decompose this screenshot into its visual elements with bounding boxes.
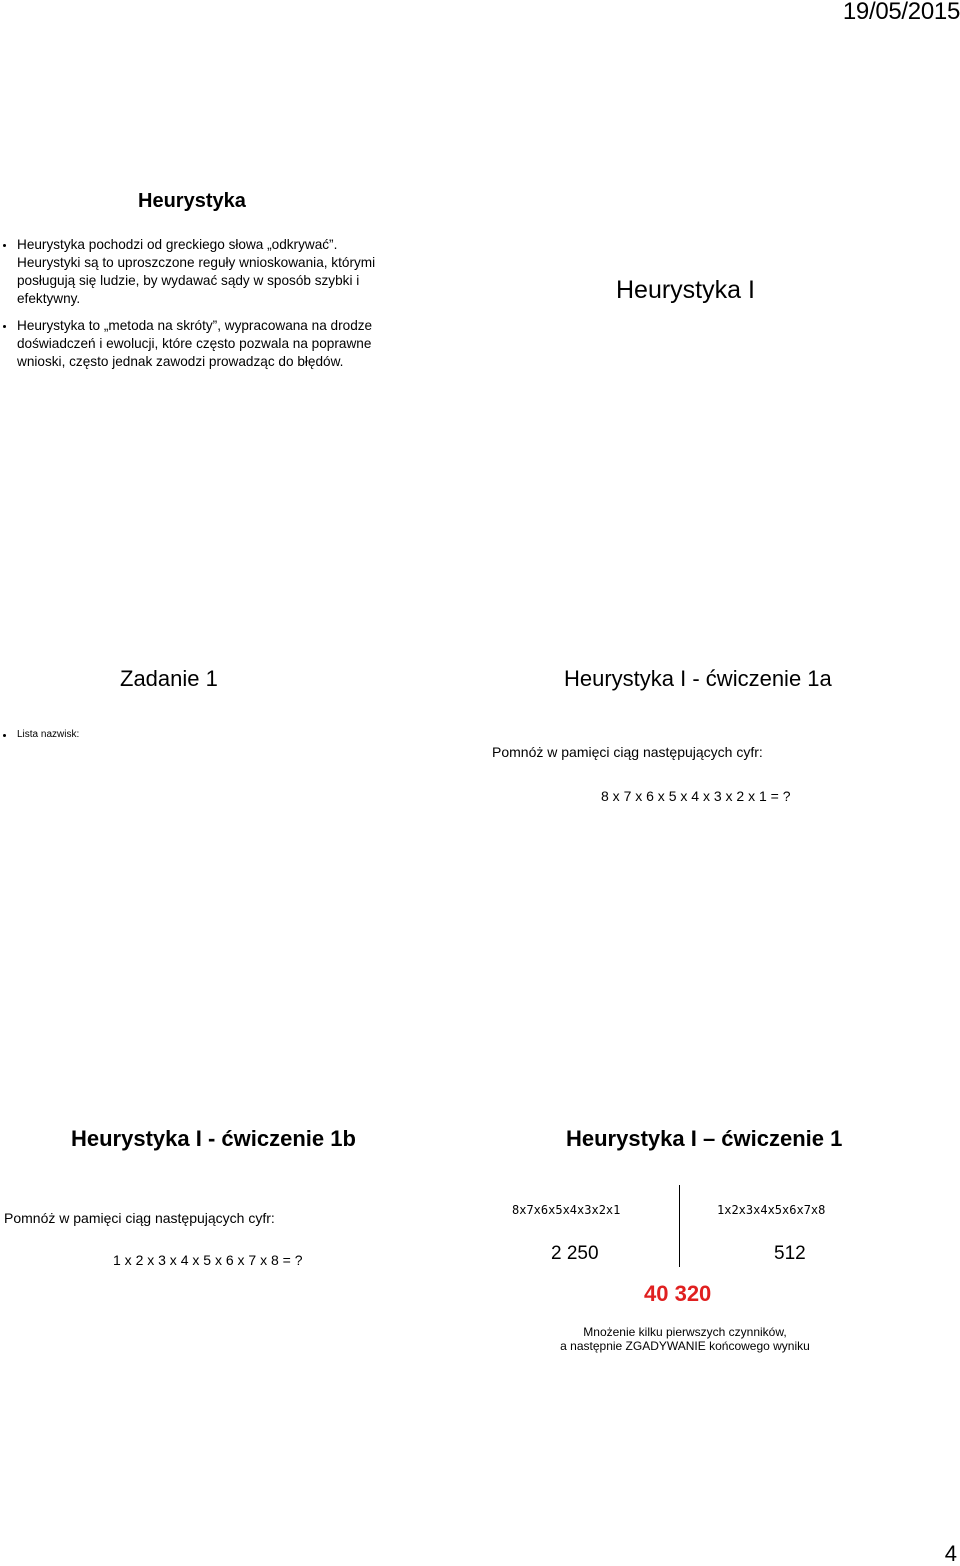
slide3-bullet-text: Lista nazwisk: [17,729,80,740]
slide6-explanation [520,1325,850,1353]
page-number: 4 [944,1541,957,1566]
slide4-instruction: Pomnóż w pamięci ciąg następujących cyfr: [492,744,763,760]
slide6-left-estimate: 2 250 [551,1243,599,1264]
bullet-icon [3,325,6,328]
list-item [0,236,382,308]
slide5-instruction: Pomnóż w pamięci ciąg następujących cyfr: [4,1210,275,1226]
slide5-title: Heurystyka I - ćwiczenie 1b [71,1126,356,1151]
slide6-right-estimate: 512 [774,1243,806,1264]
slide1-title: Heurystyka [138,190,246,212]
slide6-left-sequence: 8x7x6x5x4x3x2x1 [512,1203,621,1217]
bullet-icon [3,734,6,737]
page-date: 19/05/2015 [842,0,960,25]
slide6-title: Heurystyka I – ćwiczenie 1 [566,1126,843,1151]
slide6-explanation-line2: a następnie ZGADYWANIE końcowego wyniku [560,1339,810,1353]
bullet-icon [3,244,6,247]
slide1-bullet-list [0,236,382,371]
column-divider [679,1185,680,1267]
slide6-right-sequence: 1x2x3x4x5x6x7x8 [717,1203,826,1217]
list-item [0,317,382,371]
slide5-equation: 1 x 2 x 3 x 4 x 5 x 6 x 7 x 8 = ? [113,1252,303,1268]
slide3-bullet-list [0,728,79,742]
slide6-correct-result: 40 320 [644,1281,712,1306]
slide3-title: Zadanie 1 [120,666,218,691]
slide1-bullet-text: Heurystyka pochodzi od greckiego słowa „odkrywać”. Heurystyki są to uproszczone reguły wnioskowania, którymi posługują się ludzie, by wydawać sądy w sposób szybki i efektywny. [17,237,376,306]
slide4-equation: 8 x 7 x 6 x 5 x 4 x 3 x 2 x 1 = ? [601,788,791,804]
slide4-title: Heurystyka I - ćwiczenie 1a [564,666,832,691]
slide1-bullet-text: Heurystyka to „metoda na skróty”, wypracowana na drodze doświadczeń i ewolucji, które często pozwala na poprawne wnioski, często jednak zawodzi prowadząc do błędów. [17,318,373,369]
list-item [0,728,79,742]
slide2-title: Heurystyka I [616,276,755,304]
slide6-explanation-line1: Mnożenie kilku pierwszych czynników, [583,1325,787,1339]
